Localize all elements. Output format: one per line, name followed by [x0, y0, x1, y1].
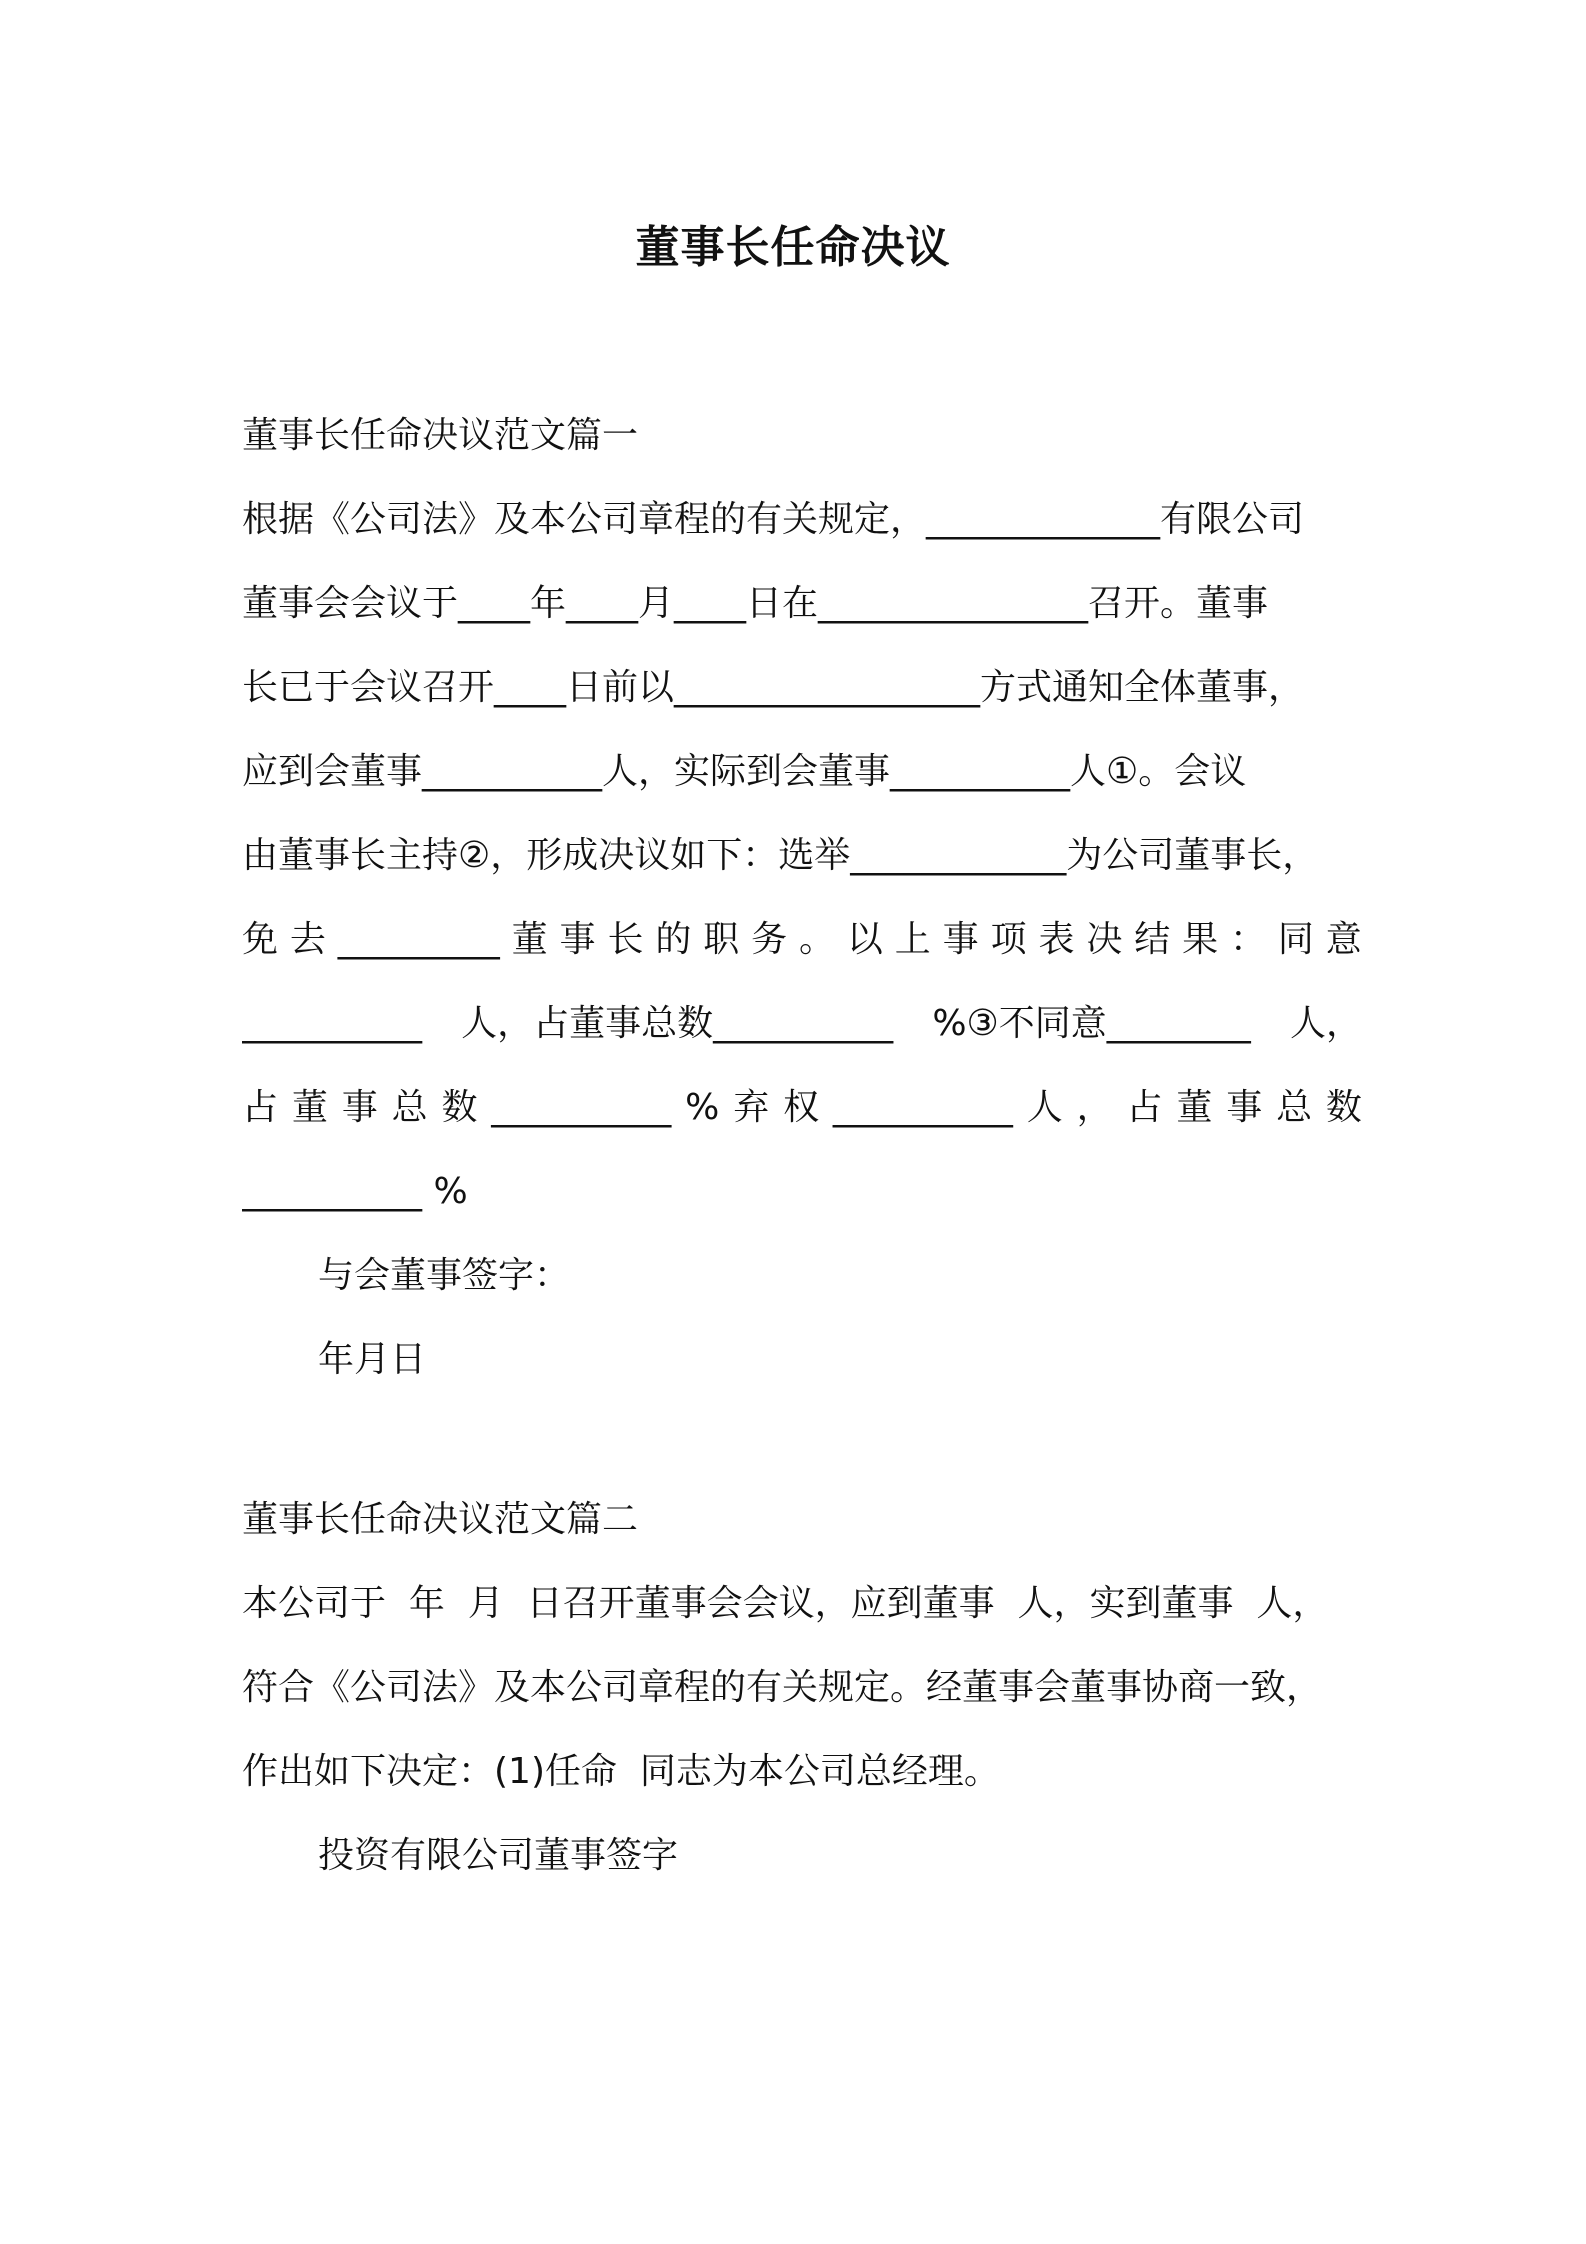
line-segment: 人	[1026, 1087, 1063, 1128]
date-line: 年月日	[318, 1339, 427, 1380]
line-segment: 人，占董事总数__________	[461, 1003, 894, 1044]
line-segment: %	[685, 1087, 720, 1128]
line-segment: 董	[511, 919, 548, 960]
line-segment: 人，	[1289, 1003, 1362, 1044]
line-segment: 免	[242, 919, 279, 960]
line-segment: 长	[607, 919, 644, 960]
line-segment: 总	[1276, 1087, 1313, 1128]
line-segment: 权	[783, 1087, 820, 1128]
line-segment: 上	[894, 919, 931, 960]
line-segment: __________	[242, 1003, 422, 1044]
line-segment: 事	[942, 919, 979, 960]
body-line: __________ %	[242, 1171, 468, 1212]
line-segment: __________	[832, 1087, 1013, 1128]
body-line: 作出如下决定：(1)任命 同志为本公司总经理。	[242, 1751, 1000, 1792]
line-segment: %③不同意________	[932, 1003, 1251, 1044]
line-segment: 意	[1325, 919, 1362, 960]
section-one	[242, 394, 1362, 1402]
line-segment: 弃	[733, 1087, 770, 1128]
line-segment: 去	[289, 919, 326, 960]
line-segment: 事	[1226, 1087, 1263, 1128]
line-segment: 总	[391, 1087, 428, 1128]
line-segment: __________	[491, 1087, 672, 1128]
line-segment: 结	[1134, 919, 1171, 960]
body-line: 根据《公司法》及本公司章程的有关规定，_____________有限公司	[242, 499, 1305, 540]
line-segment: 果	[1182, 919, 1219, 960]
justified-line	[242, 898, 1362, 982]
body-line: 由董事长主持②，形成决议如下：选举____________为公司董事长，	[242, 835, 1319, 876]
line-segment: _________	[337, 919, 500, 960]
line-segment: 项	[990, 919, 1027, 960]
line-segment: 表	[1038, 919, 1075, 960]
line-segment: 同	[1277, 919, 1314, 960]
signature-line: 投资有限公司董事签字	[318, 1835, 679, 1876]
justified-line	[242, 982, 1362, 1066]
line-segment: 董	[291, 1087, 328, 1128]
line-segment: 以	[846, 919, 883, 960]
line-segment: 数	[1325, 1087, 1362, 1128]
document-title: 董事长任命决议	[635, 222, 951, 273]
line-segment: 职	[703, 919, 740, 960]
line-segment: 的	[655, 919, 692, 960]
body-line: 本公司于 年 月 日召开董事会会议，应到董事 人，实到董事 人，	[242, 1583, 1329, 1624]
line-segment: 事	[341, 1087, 378, 1128]
body-line: 符合《公司法》及本公司章程的有关规定。经董事会董事协商一致，	[242, 1667, 1323, 1708]
body-line: 应到会董事__________人，实际到会董事__________人①。会议	[242, 751, 1247, 792]
body-line: 长已于会议召开____日前以_________________方式通知全体董事，	[242, 667, 1305, 708]
section-one-heading: 董事长任命决议范文篇一	[242, 415, 639, 456]
line-segment: ，	[1076, 1087, 1113, 1128]
line-segment: 务	[751, 919, 788, 960]
justified-line	[242, 1066, 1362, 1150]
line-segment: 决	[1086, 919, 1123, 960]
body-line: 董事会会议于____年____月____日在_______________召开。董事	[242, 583, 1269, 624]
line-segment: 董	[1176, 1087, 1213, 1128]
section-two	[242, 1478, 1362, 1898]
line-segment: ：	[1230, 919, 1267, 960]
signature-line: 与会董事签字：	[318, 1255, 571, 1296]
line-segment: 。	[799, 919, 836, 960]
line-segment: 事	[559, 919, 596, 960]
line-segment: 占	[1126, 1087, 1163, 1128]
line-segment: 数	[441, 1087, 478, 1128]
section-two-heading: 董事长任命决议范文篇二	[242, 1499, 639, 1540]
line-segment: 占	[242, 1087, 279, 1128]
